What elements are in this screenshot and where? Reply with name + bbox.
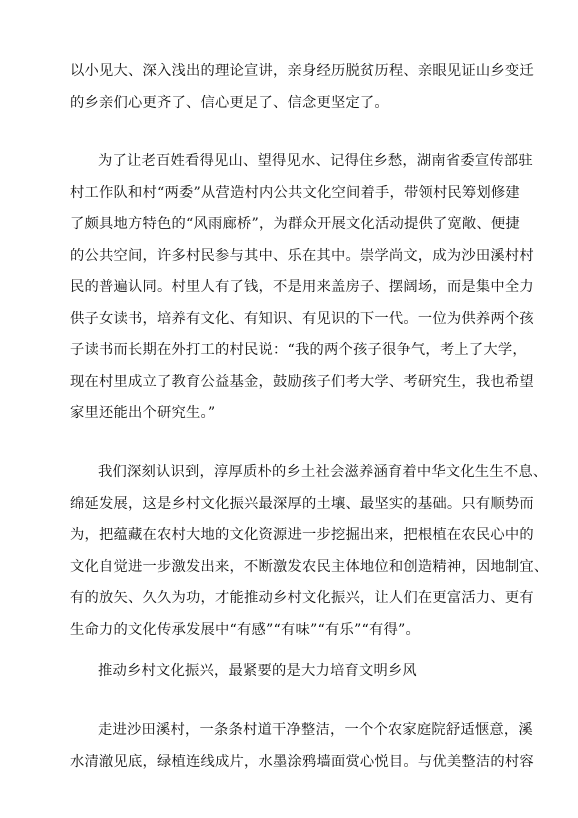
text-line: 为了让老百姓看得见山、望得见水、记得住乡愁，湖南省委宣传部驻	[98, 153, 533, 169]
text-line: 文化自觉进一步激发出来，不断激发农民主体地位和创造精神，因地制宜、	[70, 558, 549, 575]
text-line: 的乡亲们心更齐了、信心更足了、信念更坚定了。	[70, 94, 389, 111]
paragraph-3	[70, 457, 549, 646]
text-line: 以小见大、深入浅出的理论宣讲，亲身经历脱贫历程、亲眼见证山乡变迁	[70, 63, 534, 79]
text-line: 民的普遍认同。村里人有了钱，不是用来盖房子、摆阔场，而是集中全力	[70, 279, 534, 295]
paragraph-5	[70, 715, 534, 778]
paragraph-2	[70, 146, 534, 430]
text-line: 为，把蕴藏在农村大地的文化资源进一步挖掘出来，把根植在农民心中的	[70, 527, 534, 543]
section-heading	[70, 656, 510, 688]
text-line: 家里还能出个研究生。”	[70, 405, 216, 421]
text-line: 现在村里成立了教育公益基金，鼓励孩子们考大学、考研究生，我也希望	[70, 373, 534, 390]
text-line: 的公共空间，许多村民参与其中、乐在其中。崇学尚文，成为沙田溪村村	[70, 247, 534, 264]
text-line: 生命力的文化传承发展中“有感”“有味”“有乐”“有得”。	[70, 621, 421, 638]
heading-text: 推动乡村文化振兴，最紧要的是大力培育文明乡风	[98, 663, 417, 679]
text-line: 绵延发展，这是乡村文化振兴最深厚的土壤、最坚实的基础。只有顺势而	[70, 495, 534, 512]
text-line: 我们深刻认识到，淳厚质朴的乡土社会滋养涵育着中华文化生生不息、	[98, 464, 548, 480]
text-line: 子读书而长期在外打工的村民说：“我的两个孩子很争气，考上了大学，	[70, 342, 527, 358]
text-line: 供子女读书，培养有文化、有知识、有见识的下一代。一位为供养两个孩	[70, 310, 534, 327]
text-line: 村工作队和村“两委”从营造村内公共文化空间着手，带领村民筹划修建	[70, 184, 520, 201]
paragraph-1	[70, 56, 534, 119]
text-line: 水清澈见底，绿植连线成片，水墨涂鸦墙面赏心悦目。与优美整洁的村容	[70, 753, 534, 770]
text-line: 走进沙田溪村，一条条村道干净整洁，一个个农家庭院舒适惬意，溪	[98, 722, 533, 738]
text-line: 有的放矢、久久为功，才能推动乡村文化振兴，让人们在更富活力、更有	[70, 590, 534, 606]
text-line: 了颇具地方特色的“风雨廊桥”，为群众开展文化活动提供了宽敞、便捷	[70, 216, 520, 232]
